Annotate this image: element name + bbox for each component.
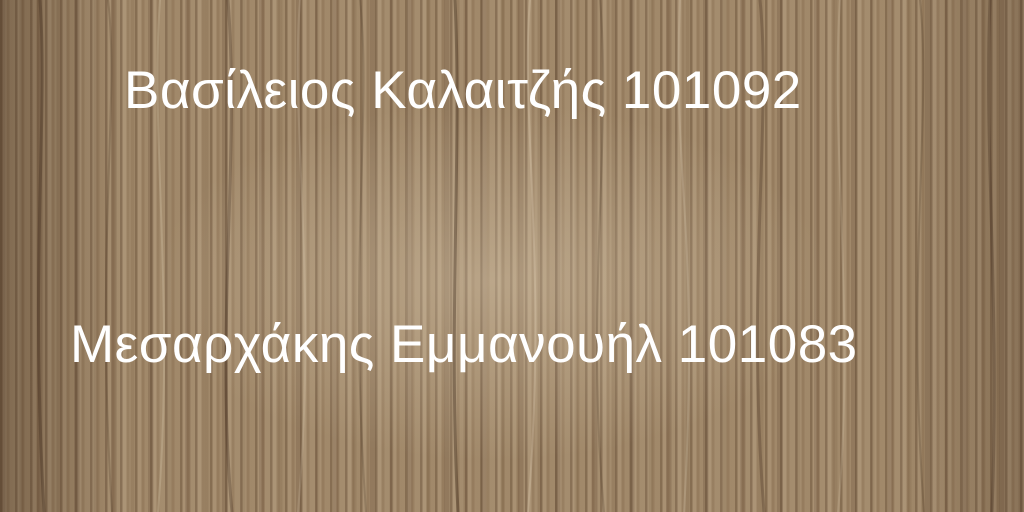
caption-line-2: Μεσαρχάκης Εμμανουήλ 101083	[70, 315, 858, 374]
caption-line-1: Βασίλειος Καλαιτζής 101092	[124, 61, 802, 120]
